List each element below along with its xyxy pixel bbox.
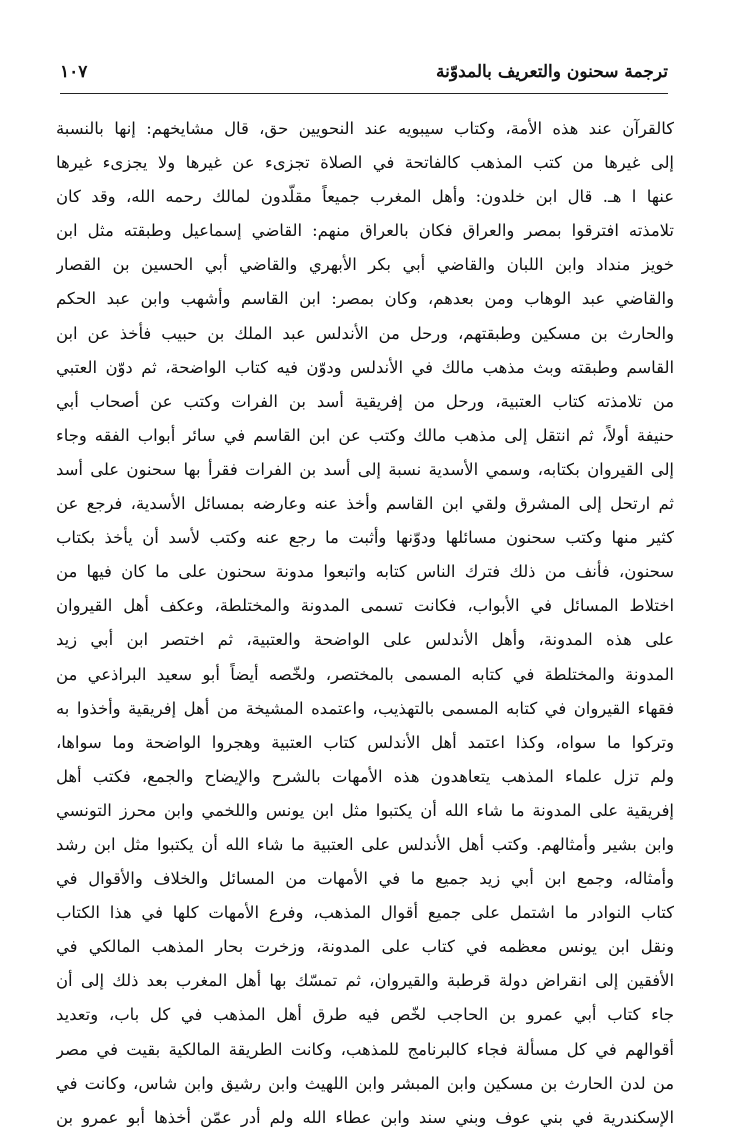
text-line: وتركوا ما سواه، وكذا اعتمد أهل الأندلس كتاب العتبية وهجروا الواضحة وما سواها، <box>56 732 674 752</box>
text-line: كالقرآن عند هذه الأمة، وكتاب سيبويه عند النحويين حق، قال مشايخهم: إنها بالنسبة <box>56 119 674 138</box>
text-line: جاء كتاب أبي عمرو بن الحاجب لخّص فيه طرق أهل المذهب في كل باب، وتعديد <box>56 1005 674 1025</box>
text-line: والقاضي عبد الوهاب ومن بعدهم، وكان بمصر: ابن القاسم وأشهب وابن عبد الحكم <box>56 289 674 309</box>
text-line: من تلامذته كتاب العتبية، ورحل من إفريقية أسد بن الفرات وكتب عن أصحاب أبي <box>56 391 674 411</box>
text-line: ونقل ابن يونس معظمه في كتاب على المدونة، وزخرت بحار المذهب المالكي في <box>56 937 674 957</box>
text-line: الأفقين إلى انقراض دولة قرطبة والقيروان، ثم تمسّك بها أهل المغرب بعد ذلك إلى أن <box>56 971 674 991</box>
body-text <box>56 112 674 1135</box>
text-line: سحنون، فأنف من ذلك فترك الناس كتابه واتبعوا مدونة سحنون على ما كان فيها من <box>56 562 674 582</box>
text-line: كثير منها وكتب سحنون مسائلها ودوّنها وأثبت ما رجع عنه وكتب لأسد أن يأخذ بكتاب <box>56 528 674 548</box>
text-line: وأمثاله، وجمع ابن أبي زيد جميع ما في الأمهات من المسائل والخلاف والأقوال في <box>56 869 674 889</box>
text-line: إلى غيرها من كتب المذهب كالفاتحة في الصلاة تجزىء عن غيرها ولا يجزىء غيرها <box>56 153 674 173</box>
text-line: القاسم وطبقته وبث مذهب مالك في الأندلس ودوّن فيه كتاب الواضحة، ثم دوّن العتبي <box>56 357 674 377</box>
text-line: أقوالهم في كل مسألة فجاء كالبرنامج للمذهب، وكانت الطريقة المالكية بقيت في مصر <box>56 1039 674 1059</box>
text-line: من لدن الحارث بن مسكين وابن المبشر وابن اللهيث وابن رشيق وابن شاس، وكانت في <box>56 1073 674 1093</box>
text-line: كتاب النوادر ما اشتمل على جميع أقوال المذهب، وفرع الأمهات كلها في هذا الكتاب <box>56 903 674 923</box>
text-line: حنيفة أولاً، ثم انتقل إلى مذهب مالك وكتب عن ابن القاسم في سائر أبواب الفقه وجاء <box>56 425 674 445</box>
page-number: ١٠٧ <box>60 62 88 82</box>
text-line: فقهاء القيروان في كتابه المسمى بالتهذيب، واعتمده المشيخة من أهل إفريقية وأخذوا به <box>56 698 674 718</box>
text-line: ثم ارتحل إلى المشرق ولقي ابن القاسم وأخذ عنه وعارضه بمسائل الأسدية، فرجع عن <box>56 494 674 514</box>
text-line: المدونة والمختلطة في كتابه المسمى بالمختصر، ولخّصه أيضاً أبو سعيد البراذعي من <box>56 664 674 684</box>
text-line: وابن بشير وأمثالهم. وكتب أهل الأندلس على العتبية ما شاء الله أن يكتبوا مثل ابن رشد <box>56 834 674 854</box>
text-line: ولم تزل علماء المذهب يتعاهدون هذه الأمهات بالشرح والإيضاح والجمع، فكتب أهل <box>56 766 674 786</box>
page-header <box>60 58 668 88</box>
text-line: على هذه المدونة، وأهل الأندلس على الواضحة والعتبية، ثم اختصر ابن أبي زيد <box>56 630 674 650</box>
text-line: اختلاط المسائل في الأبواب، فكانت تسمى المدونة والمختلطة، وعكف أهل القيروان <box>56 596 674 616</box>
header-rule <box>60 93 668 94</box>
text-line: تلامذته افترقوا بمصر والعراق فكان بالعراق منهم: القاضي إسماعيل وطبقته مثل ابن <box>56 221 674 241</box>
text-line: عنها ا هـ. قال ابن خلدون: وأهل المغرب جميعاً مقلّدون لمالك رحمه الله، وقد كان <box>56 187 674 207</box>
running-title: ترجمة سحنون والتعريف بالمدوّنة <box>436 62 668 82</box>
text-line: خويز منداد وابن اللبان والقاضي أبي بكر الأبهري والقاضي أبي الحسين بن القصار <box>56 255 674 275</box>
text-line: إلى القيروان بكتابه، وسمي الأسدية نسبة إلى أسد بن الفرات فقرأ بها سحنون على أسد <box>56 459 674 479</box>
text-line: إفريقية على المدونة ما شاء الله أن يكتبوا مثل ابن يونس واللخمي وابن محرز التونسي <box>56 800 674 820</box>
text-line: والحارث بن مسكين وطبقتهم، ورحل من الأندلس عبد الملك بن حبيب فأخذ عن ابن <box>56 323 674 343</box>
text-line: الإسكندرية في بني عوف وبني سند وابن عطاء الله ولم أدر عمّن أخذها أبو عمرو بن <box>56 1107 674 1127</box>
